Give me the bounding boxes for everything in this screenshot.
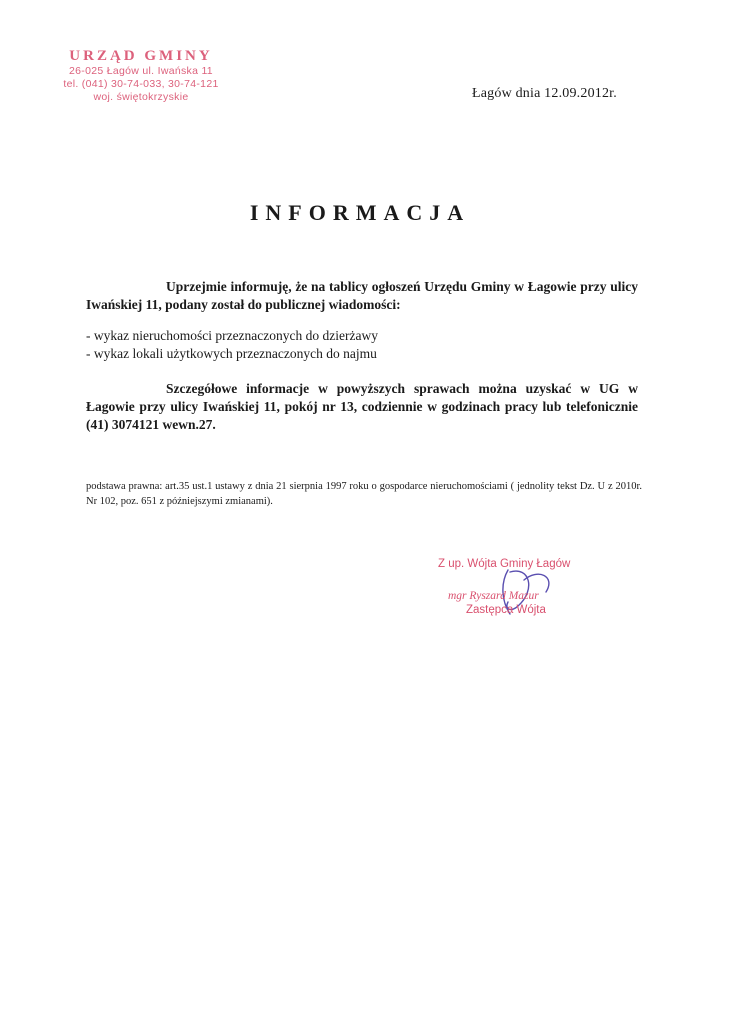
signature-line-2: mgr Ryszard Mazur	[448, 590, 539, 602]
list-item: - wykaz lokali użytkowych przeznaczonych do najmu	[86, 346, 377, 361]
stamp-phone: tel. (041) 30-74-033, 30-74-121	[63, 78, 219, 90]
office-stamp	[52, 48, 230, 104]
stamp-region: woj. świętokrzyskie	[93, 91, 189, 103]
signature-line-3: Zastępca Wójta	[466, 604, 546, 616]
stamp-title: URZĄD GMINY	[69, 48, 213, 64]
signature-stamp	[420, 556, 600, 626]
intro-paragraph: Uprzejmie informuję, że na tablicy ogłoszeń Urzędu Gminy w Łagowie przy ulicy Iwańskiej 11, podany został do publicznej wiadomości:	[86, 279, 638, 312]
signature-line-1: Z up. Wójta Gminy Łagów	[438, 558, 571, 570]
legal-basis: podstawa prawna: art.35 ust.1 ustawy z dnia 21 sierpnia 1997 roku o gospodarce nieruchomościami ( jednolity tekst Dz. U z 2010r. Nr 102, poz. 651 z późniejszymi zmianami).	[86, 481, 642, 507]
stamp-address: 26-025 Łagów ul. Iwańska 11	[69, 65, 213, 77]
list-item: - wykaz nieruchomości przeznaczonych do dzierżawy	[86, 328, 378, 343]
details-paragraph: Szczegółowe informacje w powyższych sprawach można uzyskać w UG w Łagowie przy ulicy Iwańskiej 11, pokój nr 13, codziennie w godzinach pracy lub telefonicznie (41) 3074121 wewn.27.	[86, 381, 638, 432]
place-date: Łagów dnia 12.09.2012r.	[472, 86, 617, 101]
document-title: INFORMACJA	[249, 200, 471, 225]
announcement-list	[86, 327, 378, 363]
